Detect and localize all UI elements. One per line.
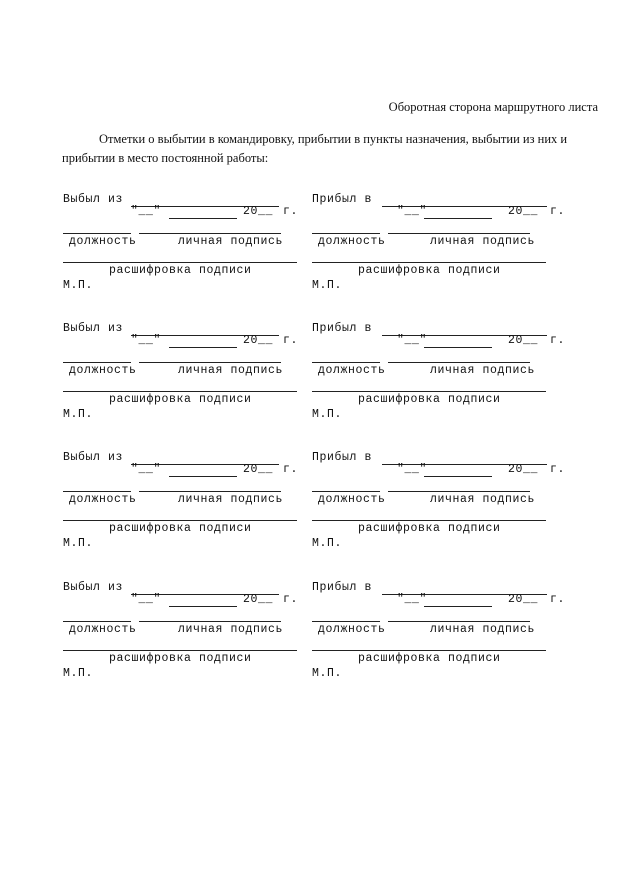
stamp-label: М.П. (312, 667, 343, 680)
date-month-line[interactable] (424, 347, 492, 348)
stamp-label: М.П. (63, 408, 94, 421)
date-day: "__" (397, 593, 428, 606)
year-suffix: г. (550, 205, 566, 218)
transcript-caption: расшифровка подписи (109, 652, 252, 665)
date-month-line[interactable] (169, 606, 237, 607)
transcript-line[interactable] (312, 520, 546, 521)
position-line[interactable] (312, 491, 380, 492)
position-caption: должность (69, 623, 137, 636)
signature-line[interactable] (388, 233, 530, 234)
date-day: "__" (397, 334, 428, 347)
signature-line[interactable] (388, 362, 530, 363)
stamp-label: М.П. (63, 279, 94, 292)
departed-block-3 (63, 451, 313, 581)
arrived-label: Прибыл в (312, 193, 373, 206)
signature-line[interactable] (139, 491, 281, 492)
transcript-line[interactable] (312, 262, 546, 263)
date-month-line[interactable] (169, 218, 237, 219)
transcript-caption: расшифровка подписи (358, 264, 501, 277)
date-day: "__" (131, 463, 162, 476)
departed-block-4 (63, 581, 313, 711)
date-day: "__" (131, 334, 162, 347)
position-caption: должность (318, 235, 386, 248)
signature-caption: личная подпись (178, 493, 284, 506)
transcript-caption: расшифровка подписи (358, 393, 501, 406)
date-day: "__" (397, 205, 428, 218)
position-line[interactable] (63, 491, 131, 492)
transcript-line[interactable] (312, 650, 546, 651)
transcript-caption: расшифровка подписи (358, 522, 501, 535)
year-suffix: г. (283, 593, 299, 606)
transcript-caption: расшифровка подписи (109, 522, 252, 535)
date-year: 20__ (508, 334, 539, 347)
departed-label: Выбыл из (63, 581, 124, 594)
arrived-block-1 (312, 193, 566, 323)
stamp-label: М.П. (312, 279, 343, 292)
signature-caption: личная подпись (178, 235, 284, 248)
signature-line[interactable] (139, 362, 281, 363)
date-day: "__" (131, 593, 162, 606)
date-year: 20__ (243, 334, 274, 347)
date-year: 20__ (508, 593, 539, 606)
date-year: 20__ (508, 205, 539, 218)
signature-caption: личная подпись (178, 623, 284, 636)
signature-caption: личная подпись (430, 623, 536, 636)
date-month-line[interactable] (424, 606, 492, 607)
year-suffix: г. (283, 463, 299, 476)
signature-line[interactable] (139, 233, 281, 234)
date-month-line[interactable] (169, 476, 237, 477)
signature-caption: личная подпись (430, 235, 536, 248)
signature-line[interactable] (388, 621, 530, 622)
departed-block-1 (63, 193, 313, 323)
position-caption: должность (318, 493, 386, 506)
date-year: 20__ (243, 205, 274, 218)
arrived-block-3 (312, 451, 566, 581)
signature-caption: личная подпись (430, 364, 536, 377)
year-suffix: г. (283, 334, 299, 347)
position-line[interactable] (63, 233, 131, 234)
arrived-label: Прибыл в (312, 322, 373, 335)
signature-caption: личная подпись (178, 364, 284, 377)
departed-label: Выбыл из (63, 322, 124, 335)
transcript-line[interactable] (63, 391, 297, 392)
year-suffix: г. (550, 463, 566, 476)
date-month-line[interactable] (424, 218, 492, 219)
transcript-line[interactable] (63, 262, 297, 263)
stamp-label: М.П. (63, 667, 94, 680)
year-suffix: г. (283, 205, 299, 218)
page-title: Оборотная сторона маршрутного листа (388, 100, 598, 114)
stamp-label: М.П. (63, 537, 94, 550)
date-year: 20__ (243, 593, 274, 606)
arrived-block-4 (312, 581, 566, 711)
transcript-caption: расшифровка подписи (109, 264, 252, 277)
transcript-line[interactable] (63, 650, 297, 651)
position-caption: должность (69, 364, 137, 377)
arrived-label: Прибыл в (312, 451, 373, 464)
intro-text: Отметки о выбытии в командировку, прибытии в пункты назначения, выбытии из них и прибытии в место постоянной работы: (62, 132, 568, 165)
position-line[interactable] (63, 621, 131, 622)
position-line[interactable] (63, 362, 131, 363)
stamp-label: М.П. (312, 408, 343, 421)
date-year: 20__ (508, 463, 539, 476)
transcript-line[interactable] (312, 391, 546, 392)
position-caption: должность (318, 623, 386, 636)
departed-label: Выбыл из (63, 451, 124, 464)
stamp-label: М.П. (312, 537, 343, 550)
position-line[interactable] (312, 621, 380, 622)
signature-caption: личная подпись (430, 493, 536, 506)
transcript-caption: расшифровка подписи (358, 652, 501, 665)
transcript-caption: расшифровка подписи (109, 393, 252, 406)
departed-block-2 (63, 322, 313, 452)
signature-line[interactable] (139, 621, 281, 622)
arrived-label: Прибыл в (312, 581, 373, 594)
date-month-line[interactable] (424, 476, 492, 477)
transcript-line[interactable] (63, 520, 297, 521)
signature-line[interactable] (388, 491, 530, 492)
year-suffix: г. (550, 593, 566, 606)
date-day: "__" (397, 463, 428, 476)
date-year: 20__ (243, 463, 274, 476)
position-caption: должность (69, 235, 137, 248)
position-caption: должность (318, 364, 386, 377)
position-caption: должность (69, 493, 137, 506)
date-month-line[interactable] (169, 347, 237, 348)
departed-label: Выбыл из (63, 193, 124, 206)
arrived-block-2 (312, 322, 566, 452)
year-suffix: г. (550, 334, 566, 347)
position-line[interactable] (312, 362, 380, 363)
position-line[interactable] (312, 233, 380, 234)
date-day: "__" (131, 205, 162, 218)
